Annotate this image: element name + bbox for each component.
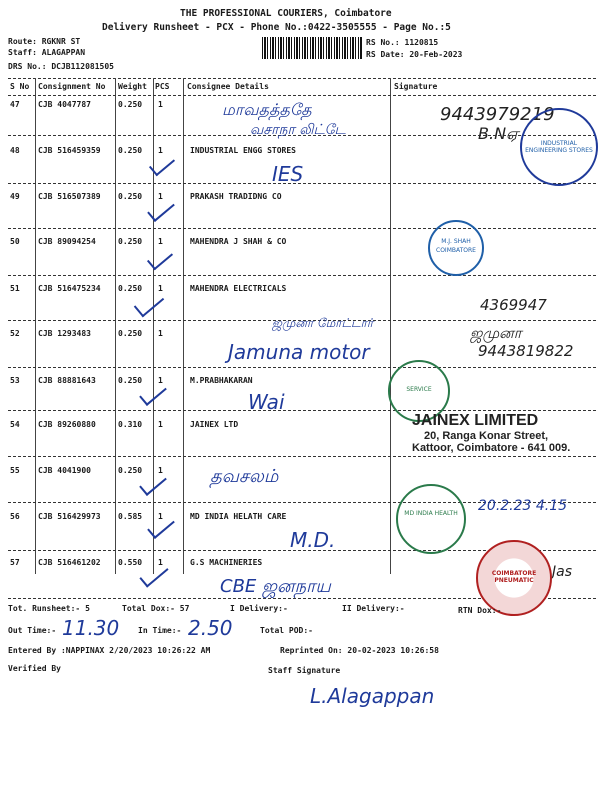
- row-sno: 49: [10, 192, 20, 201]
- table-row: [0, 512, 600, 526]
- row-consignee: PRAKASH TRADIDNG CO: [190, 192, 282, 201]
- handwritten-signature: Jas: [552, 564, 573, 580]
- i-delivery: I Delivery:-: [230, 604, 288, 613]
- row-consignment-no: CJB 1293483: [38, 329, 91, 338]
- staff-signature: L.Alagappan: [310, 684, 435, 708]
- drs-number: DRS No.: DCJB112081505: [8, 62, 114, 71]
- row-sno: 47: [10, 100, 20, 109]
- row-consignment-no: CJB 88881643: [38, 376, 96, 385]
- row-pcs: 1: [158, 420, 163, 429]
- col-header-pcs: PCS: [155, 82, 170, 91]
- service-stamp: SERVICE: [388, 360, 450, 422]
- row-sno: 52: [10, 329, 20, 338]
- row-consignment-no: CJB 516461202: [38, 558, 101, 567]
- row-pcs: 1: [158, 237, 163, 246]
- rs-number: RS No.: 1120815: [366, 38, 439, 47]
- row-sno: 56: [10, 512, 20, 521]
- in-time-label: In Time:-: [138, 626, 182, 635]
- row-sno: 48: [10, 146, 20, 155]
- row-pcs: 1: [158, 512, 163, 521]
- out-time-value: 11.30: [62, 616, 120, 640]
- row-weight: 0.250: [118, 329, 143, 338]
- row-weight: 0.250: [118, 376, 143, 385]
- table-header-divider: [8, 95, 596, 96]
- handwritten-phone: 9443819822: [478, 342, 574, 360]
- row-divider: [8, 275, 596, 276]
- pneumatic-stamp: COIMBATORE PNEUMATIC: [476, 540, 552, 616]
- row-weight: 0.250: [118, 146, 143, 155]
- staff-label: Staff: ALAGAPPAN: [8, 48, 86, 57]
- row-pcs: 1: [158, 100, 163, 109]
- row-sno: 50: [10, 237, 20, 246]
- handwritten-name: CBE ஜனநாய: [220, 576, 331, 597]
- table-row: [0, 146, 600, 160]
- row-divider: [8, 367, 596, 368]
- ii-delivery: II Delivery:-: [342, 604, 405, 613]
- row-pcs: 1: [158, 146, 163, 155]
- health-stamp: MD INDIA HEALTH: [396, 484, 466, 554]
- row-consignment-no: CJB 516429973: [38, 512, 101, 521]
- handwritten-phone: 9443979219: [440, 104, 555, 125]
- col-header-sno: S No: [10, 82, 30, 91]
- row-consignment-no: CJB 89094254: [38, 237, 96, 246]
- row-consignee: MAHENDRA ELECTRICALS: [190, 284, 287, 293]
- table-header-row: [0, 82, 600, 96]
- handwritten-phone: 4369947: [480, 296, 547, 314]
- row-weight: 0.250: [118, 284, 143, 293]
- barcode-image: [262, 37, 362, 59]
- col-header-signature: Signature: [394, 82, 438, 91]
- row-weight: 0.310: [118, 420, 143, 429]
- row-pcs: 1: [158, 376, 163, 385]
- row-pcs: 1: [158, 558, 163, 567]
- company-title: THE PROFESSIONAL COURIERS, Coimbatore: [180, 8, 392, 19]
- route-label: Route: RGKNR ST: [8, 37, 81, 46]
- verified-by: Verified By: [8, 664, 61, 673]
- ies-stamp: INDUSTRIAL ENGINEERING STORES: [520, 108, 598, 186]
- handwritten-name: தவசலம்: [210, 466, 279, 487]
- row-divider: [8, 456, 596, 457]
- handwritten-name: வசாநா லிட்டே: [250, 122, 346, 138]
- jainex-stamp: JAINEX LIMITED 20, Ranga Konar Street, Kattoor, Coimbatore - 641 009.: [412, 412, 571, 454]
- handwritten-name: மாவதத்ததே: [222, 100, 312, 119]
- handwritten-name: Wai: [248, 390, 285, 414]
- table-row: [0, 237, 600, 251]
- out-time-label: Out Time:-: [8, 626, 57, 635]
- row-consignment-no: CJB 89260880: [38, 420, 96, 429]
- handwritten-initials: IES: [272, 162, 304, 186]
- total-dox: Total Dox:- 57: [122, 604, 190, 613]
- row-sno: 54: [10, 420, 20, 429]
- handwritten-name: Jamuna motor: [228, 340, 370, 364]
- handwritten-signature: ஜமுனா: [470, 324, 522, 342]
- row-consignee: M.PRABHAKARAN: [190, 376, 253, 385]
- handwritten-name: ஜமுனா மோட்டார்: [272, 316, 374, 330]
- col-header-weight: Weight: [118, 82, 147, 91]
- total-pod: Total POD:-: [260, 626, 313, 635]
- row-weight: 0.250: [118, 466, 143, 475]
- row-consignee: INDUSTRIAL ENGG STORES: [190, 146, 296, 155]
- row-sno: 53: [10, 376, 20, 385]
- row-divider: [8, 228, 596, 229]
- row-weight: 0.250: [118, 237, 143, 246]
- table-row: [0, 192, 600, 206]
- row-consignment-no: CJB 516475234: [38, 284, 101, 293]
- row-divider: [8, 410, 596, 411]
- table-row: [0, 466, 600, 480]
- row-sno: 57: [10, 558, 20, 567]
- row-weight: 0.250: [118, 192, 143, 201]
- staff-signature-label: Staff Signature: [268, 666, 341, 675]
- row-pcs: 1: [158, 192, 163, 201]
- row-pcs: 1: [158, 329, 163, 338]
- row-consignee: MAHENDRA J SHAH & CO: [190, 237, 287, 246]
- row-consignment-no: CJB 4041900: [38, 466, 91, 475]
- row-consignment-no: CJB 516459359: [38, 146, 101, 155]
- row-consignee: MD INDIA HELATH CARE: [190, 512, 287, 521]
- row-sno: 55: [10, 466, 20, 475]
- row-weight: 0.550: [118, 558, 143, 567]
- row-consignee: G.S MACHINERIES: [190, 558, 263, 567]
- row-consignee: JAINEX LTD: [190, 420, 239, 429]
- row-consignment-no: CJB 516507389: [38, 192, 101, 201]
- rtn-dox: RTN Dox:-: [458, 606, 502, 615]
- row-sno: 51: [10, 284, 20, 293]
- runsheet-subtitle: Delivery Runsheet - PCX - Phone No.:0422-3505555 - Page No.:5: [102, 22, 451, 33]
- row-weight: 0.585: [118, 512, 143, 521]
- table-row: [0, 376, 600, 390]
- table-top-border: [8, 78, 596, 79]
- row-weight: 0.250: [118, 100, 143, 109]
- row-consignment-no: CJB 4047787: [38, 100, 91, 109]
- mj-shah-stamp: M.J. SHAH COIMBATORE: [428, 220, 484, 276]
- row-pcs: 1: [158, 466, 163, 475]
- handwritten-name: M.D.: [290, 528, 336, 552]
- entered-by: Entered By :NAPPINAX 2/20/2023 10:26:22 AM: [8, 646, 211, 655]
- handwritten-date: 20.2.23 4.15: [478, 498, 568, 514]
- col-header-consignee: Consignee Details: [187, 82, 269, 91]
- rs-date: RS Date: 20-Feb-2023: [366, 50, 463, 59]
- total-runsheet: Tot. Runsheet:- 5: [8, 604, 90, 613]
- reprinted-on: Reprinted On: 20-02-2023 10:26:58: [280, 646, 439, 655]
- col-header-consignment: Consignment No: [38, 82, 106, 91]
- handwritten-signature: B.Nஏ: [478, 124, 519, 143]
- in-time-value: 2.50: [188, 616, 233, 640]
- row-pcs: 1: [158, 284, 163, 293]
